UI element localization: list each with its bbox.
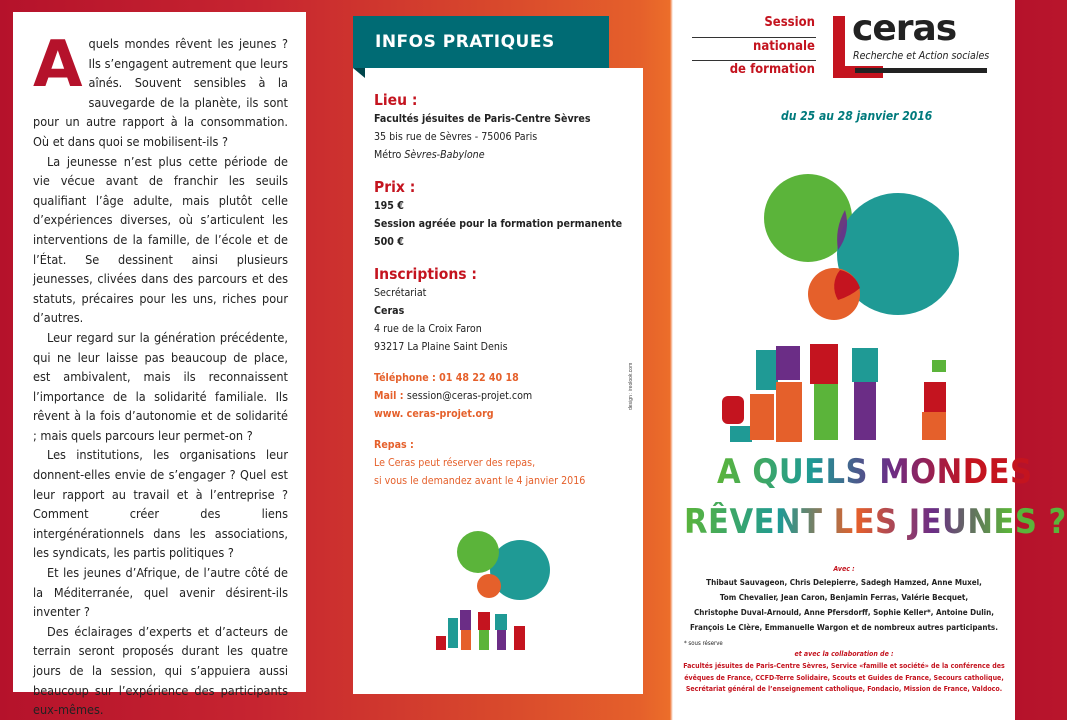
header-rule-2 bbox=[692, 60, 816, 61]
collaboration-list bbox=[676, 661, 1012, 696]
session-line-2: nationale bbox=[752, 39, 815, 54]
meals-line-1: Le Ceras peut réserver des repas, bbox=[374, 457, 536, 469]
speakers-section bbox=[676, 565, 1012, 635]
header-rule-1 bbox=[692, 37, 816, 38]
ceras-logo: ceras bbox=[852, 8, 957, 49]
collaboration-line: Facultés jésuites de Paris-Centre Sèvres, Service «famille et société» de la conférence des bbox=[683, 662, 1005, 670]
collaboration-label: et avec la collaboration de : bbox=[794, 650, 894, 658]
meals-label: Repas : bbox=[374, 439, 414, 451]
sous-reserve-note: * sous réserve bbox=[684, 640, 723, 647]
website-link[interactable]: www. ceras-projet.org bbox=[374, 408, 494, 420]
price-heading: Prix : bbox=[374, 178, 416, 196]
price-section bbox=[374, 177, 625, 251]
session-line-3: de formation bbox=[729, 62, 815, 77]
design-credit: design : ireolook.com bbox=[628, 362, 634, 410]
intro-paragraph-2: La jeunesse n’est plus cette période de vie vécue avant de franchir les seuils qualifiant l’âge adulte, mais plutôt celle d’expériences diverses, où s’articulent les interventions de la famille, de l’école et de l’État. Se dessinent ainsi plusieurs jeunesses, clivées dans des parcours et des statuts, précaires pour les uns, riches pour d’autres. bbox=[33, 153, 288, 326]
price-1: 195 € bbox=[374, 200, 404, 212]
title-line-1-text: A QUELS MONDES bbox=[717, 452, 1033, 492]
venue-name: Facultés jésuites de Paris-Centre Sèvres bbox=[374, 113, 591, 125]
email: Mail : session@ceras-projet.com bbox=[374, 390, 533, 402]
small-orange-circle bbox=[477, 574, 501, 598]
speakers-line: François Le Clère, Emmanuelle Wargon et de nombreux autres participants. bbox=[690, 623, 998, 632]
main-illustration bbox=[710, 170, 980, 450]
ceras-tagline: Recherche et Action sociales bbox=[853, 50, 990, 62]
session-line-1: Session bbox=[764, 15, 815, 30]
intro-paragraph-1: Aquels mondes rêvent les jeunes ? Ils s’engagent autrement que leurs aînés. Souvent sensibles à la sauvegarde de la planète, ils sont pour un autre rapport à la consommation. Où et dans quoi se mobilisent-ils ? bbox=[33, 28, 288, 149]
registration-line-3: 4 rue de la Croix Faron bbox=[374, 323, 482, 335]
venue-address: 35 bis rue de Sèvres - 75006 Paris bbox=[374, 131, 538, 143]
intro-paragraph-6: Des éclairages d’experts et d’acteurs de terrain seront proposés durant les quatre jours de la session, qui s’appuiera aussi beaucoup sur l’expérience des participants eux-mêmes. bbox=[33, 623, 288, 718]
practical-info-banner: INFOS PRATIQUES bbox=[353, 16, 609, 68]
collaboration-line: évêques de France, CCFD-Terre Solidaire, Scouts et Guides de France, Secours catholique, bbox=[684, 673, 1004, 682]
registration-section bbox=[374, 264, 625, 356]
small-green-circle bbox=[457, 531, 499, 573]
registration-line-1: Secrétariat bbox=[374, 287, 427, 299]
speakers-label: Avec : bbox=[833, 565, 855, 573]
collaboration-line: Secrétariat général de l’enseignement catholique, Fondacio, Mission de France, Valdoco. bbox=[685, 685, 1003, 693]
registration-line-4: 93217 La Plaine Saint Denis bbox=[374, 341, 508, 353]
meals-section bbox=[374, 436, 625, 490]
speakers-line: Tom Chevalier, Jean Caron, Benjamin Ferras, Valérie Becquet, bbox=[719, 593, 969, 602]
price-2: Session agréée pour la formation permanente bbox=[374, 218, 623, 230]
phone: Téléphone : 01 48 22 40 18 bbox=[374, 372, 519, 384]
event-dates: du 25 au 28 janvier 2016 bbox=[781, 109, 933, 123]
orange-circle bbox=[808, 268, 860, 320]
collaboration-section bbox=[676, 650, 1012, 696]
registration-line-2: Ceras bbox=[374, 305, 405, 317]
speakers-line: Thibaut Sauvageon, Chris Delepierre, Sadegh Hamzed, Anne Muxel, bbox=[706, 578, 982, 587]
figures bbox=[722, 344, 946, 442]
registration-heading: Inscriptions : bbox=[374, 265, 478, 283]
main-title-line-1 bbox=[717, 452, 1033, 492]
contact-section bbox=[374, 369, 625, 423]
banner-fold bbox=[353, 68, 365, 78]
small-illustration bbox=[428, 522, 568, 662]
price-3: 500 € bbox=[374, 236, 404, 248]
logo-underline bbox=[855, 68, 987, 73]
main-title-line-2 bbox=[684, 502, 1067, 542]
intro-paragraph-5: Et les jeunes d’Afrique, de l’autre côté de la Méditerranée, quel avenir désirent-ils inventer ? bbox=[33, 565, 288, 620]
small-figures bbox=[436, 610, 525, 650]
intro-paragraph-4: Les institutions, les organisations leur donnent-elles envie de s’engager ? Quel est leur rapport au travail et à l’entreprise ? Comment créer des liens intergénérationnels dans les associations, les syndicats, les partis politiques ? bbox=[33, 447, 288, 561]
intro-paragraph-3: Leur regard sur la génération précédente, qui ne leur laisse pas beaucoup de place, est ambivalent, mais ils reconnaissent l’importance de la solidarité familiale. Ils rêvent à la fois d’autonomie et de solidarité ; mais quels parcours leur permet-on ? bbox=[33, 329, 288, 443]
title-line-2-text: RÊVENT LES JEUNES ? bbox=[684, 502, 1067, 542]
speakers-line: Christophe Duval-Arnould, Anne Pfersdorff, Sophie Keller*, Antoine Dulin, bbox=[694, 608, 994, 617]
intro-panel bbox=[13, 12, 306, 718]
speakers-list bbox=[676, 575, 1012, 635]
venue-heading: Lieu : bbox=[374, 91, 418, 109]
venue-section bbox=[374, 90, 625, 164]
venue-metro: Métro Sèvres-Babylone bbox=[374, 149, 485, 161]
drop-cap: A bbox=[33, 28, 83, 102]
meals-line-2: si vous le demandez avant le 4 janvier 2016 bbox=[374, 475, 586, 487]
